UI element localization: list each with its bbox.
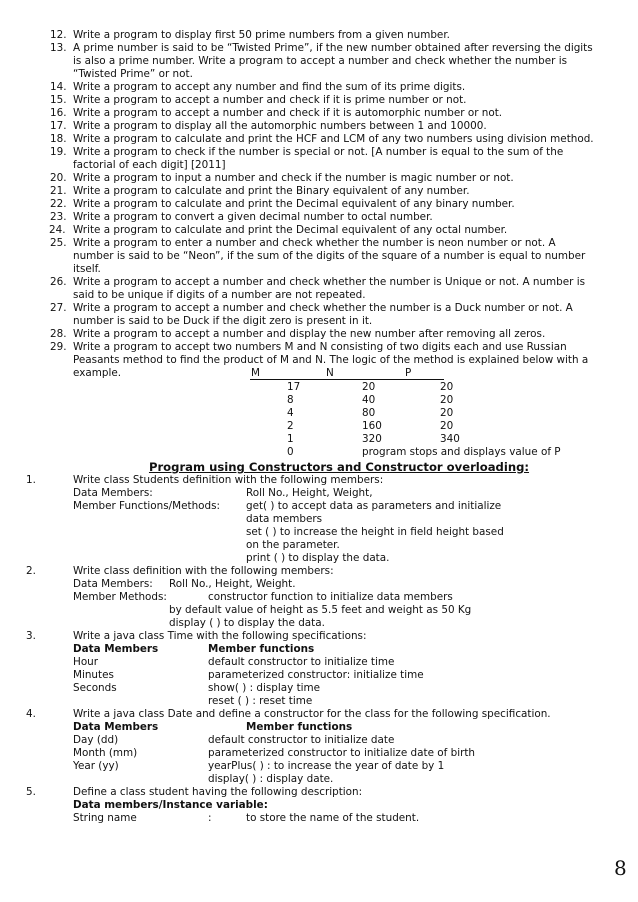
cell: show( ) : display time	[208, 682, 321, 694]
cell-p: 20	[440, 407, 454, 419]
question-14	[0, 81, 638, 94]
russian-table	[0, 381, 638, 459]
question-number: 17.	[50, 120, 67, 132]
question-number: 15.	[50, 94, 67, 106]
question-12	[0, 29, 638, 42]
table-row	[0, 734, 638, 747]
question-20	[0, 172, 638, 185]
cell-m: 2	[287, 420, 294, 432]
question-text: Write a program to check if the number is special or not. [A number is equal to the sum of the factorial of each digit] [2011]	[73, 146, 564, 171]
cell-p: 20	[440, 420, 454, 432]
cell: Day (dd)	[73, 734, 119, 746]
document-page	[0, 29, 638, 825]
c1-methods	[0, 500, 638, 513]
cell: parameterized constructor: initialize time	[208, 669, 424, 681]
col-header-n: N	[326, 367, 334, 379]
cell-m: 4	[287, 407, 294, 419]
cell: Month (mm)	[73, 747, 138, 759]
cell-p: 340	[440, 433, 460, 445]
question-number: 4.	[26, 708, 36, 720]
question-text: Write a program to accept a number and check if it is automorphic number or not.	[73, 107, 503, 119]
value: set ( ) to increase the height in field height based	[246, 526, 504, 538]
constructor-question-2	[0, 565, 638, 578]
question-number: 16.	[50, 107, 67, 119]
question-number: 25.	[50, 237, 67, 249]
value: print ( ) to display the data.	[246, 552, 390, 564]
constructor-question-1	[0, 474, 638, 487]
question-22	[0, 198, 638, 211]
table-row	[0, 812, 638, 825]
question-text: Write a program to accept a number and check whether the number is Unique or not. A number is said to be unique if digits of a number are not repeated.	[73, 276, 586, 301]
label: Member Methods:	[73, 591, 167, 603]
question-25	[0, 237, 638, 276]
label: Member Functions/Methods:	[73, 500, 221, 512]
question-16	[0, 107, 638, 120]
table-row	[0, 420, 638, 433]
question-text: Write a java class Date and define a constructor for the class for the following specification.	[73, 708, 551, 720]
question-number: 26.	[50, 276, 67, 288]
question-28	[0, 328, 638, 341]
cell: display( ) : display date.	[208, 773, 334, 785]
cell-n: 20	[362, 381, 376, 393]
table-row	[0, 381, 638, 394]
constructor-question-4	[0, 708, 638, 721]
question-21	[0, 185, 638, 198]
question-number: 14.	[50, 81, 67, 93]
label: Data Members:	[73, 578, 153, 590]
cell: Seconds	[73, 682, 117, 694]
table-row	[0, 682, 638, 695]
question-text: Define a class student having the following description:	[73, 786, 363, 798]
cell-n: 80	[362, 407, 376, 419]
question-18	[0, 133, 638, 146]
col-header: Data Members	[73, 721, 159, 733]
table-row	[0, 433, 638, 446]
question-text: Write a program to display all the automorphic numbers between 1 and 10000.	[73, 120, 487, 132]
question-text: Write a program to calculate and print the Decimal equivalent of any octal number.	[73, 224, 508, 236]
table-row	[0, 446, 638, 459]
table-row	[0, 760, 638, 773]
question-24	[0, 224, 638, 237]
question-text: Write a program to calculate and print the HCF and LCM of any two numbers using division method.	[73, 133, 594, 145]
c5-subheading	[0, 799, 638, 812]
col-header-p: P	[405, 367, 412, 379]
cell: String name	[73, 812, 137, 824]
question-23	[0, 211, 638, 224]
col-header: Member functions	[208, 643, 315, 655]
question-number: 27.	[50, 302, 67, 314]
question-text: Write a program to input a number and check if the number is magic number or not.	[73, 172, 514, 184]
table-row	[0, 656, 638, 669]
value: by default value of height as 5.5 feet and weight as 50 Kg	[169, 604, 472, 616]
question-29	[0, 341, 638, 380]
subheading: Data members/Instance variable:	[73, 799, 268, 811]
question-number: 21.	[50, 185, 67, 197]
table-row	[0, 394, 638, 407]
question-text: Write a java class Time with the following specifications:	[73, 630, 367, 642]
question-text: Write a program to accept a number and check if it is prime number or not.	[73, 94, 467, 106]
question-text: Write a program to display first 50 prime numbers from a given number.	[73, 29, 450, 41]
question-text: Write a program to calculate and print the Decimal equivalent of any binary number.	[73, 198, 515, 210]
question-text: Write a program to accept any number and find the sum of its prime digits.	[73, 81, 466, 93]
c2-data-members	[0, 578, 638, 591]
question-text: A prime number is said to be “Twisted Prime”, if the new number obtained after reversing the digits is also a prime number. Write a program to accept a number and check whether the number is “Twisted Prime” or not.	[73, 42, 593, 80]
question-text: Write a program to accept a number and check whether the number is a Duck number or not. A number is said to be Duck if the digit zero is present in it.	[73, 302, 573, 327]
table-row	[0, 773, 638, 786]
c2-methods-line	[0, 604, 638, 617]
table-row	[0, 747, 638, 760]
cell: yearPlus( ) : to increase the year of date by 1	[208, 760, 445, 772]
c1-methods-line	[0, 552, 638, 565]
c1-methods-line	[0, 526, 638, 539]
section-title: Program using Constructors and Constructor overloading:	[148, 460, 530, 474]
c1-methods-line	[0, 513, 638, 526]
question-17	[0, 120, 638, 133]
cell: default constructor to initialize date	[208, 734, 395, 746]
cell: parameterized constructor to initialize date of birth	[208, 747, 476, 759]
value: on the parameter.	[246, 539, 340, 551]
cell-m: 0	[287, 446, 294, 458]
cell-m: 8	[287, 394, 294, 406]
question-text: Write a program to accept a number and display the new number after removing all zeros.	[73, 328, 546, 340]
constructor-question-3	[0, 630, 638, 643]
c2-methods-line	[0, 617, 638, 630]
cell-m: 17	[287, 381, 301, 393]
value: Roll No., Height, Weight.	[169, 578, 296, 590]
question-number: 13.	[50, 42, 67, 54]
question-number: 22.	[50, 198, 67, 210]
c4-header	[0, 721, 638, 734]
cell-p: 20	[440, 381, 454, 393]
question-text: Write a program to convert a given decimal number to octal number.	[73, 211, 433, 223]
question-text: Write a program to enter a number and check whether the number is neon number or not. A number is said to be “Neon”, if the sum of the digits of the square of a number is equal to number itself.	[73, 237, 586, 275]
cell: :	[208, 812, 212, 824]
cell-p: 20	[440, 394, 454, 406]
cell-m: 1	[287, 433, 294, 445]
cell: Hour	[73, 656, 99, 668]
table-row	[0, 407, 638, 420]
c3-header	[0, 643, 638, 656]
col-header-m: M	[251, 367, 260, 379]
question-number: 2.	[26, 565, 36, 577]
cell: Year (yy)	[73, 760, 119, 772]
question-19	[0, 146, 638, 172]
cell-n: 40	[362, 394, 376, 406]
question-text: Write a program to calculate and print the Binary equivalent of any number.	[73, 185, 470, 197]
cell: default constructor to initialize time	[208, 656, 395, 668]
question-text: Write class definition with the following members:	[73, 565, 334, 577]
constructor-question-5	[0, 786, 638, 799]
question-15	[0, 94, 638, 107]
question-number: 5.	[26, 786, 36, 798]
question-27	[0, 302, 638, 328]
col-header: Member functions	[246, 721, 353, 733]
table-row	[0, 669, 638, 682]
question-number: 1.	[26, 474, 36, 486]
header-underline	[250, 379, 444, 380]
c2-methods	[0, 591, 638, 604]
table-row	[0, 695, 638, 708]
question-text: Write a program to accept two numbers M and N consisting of two digits each and use Russian Peasants method to find the product of M and N. The logic of the method is explained below with a example.	[73, 341, 589, 379]
cell-n: 320	[362, 433, 382, 445]
question-number: 29.	[50, 341, 67, 353]
question-number: 18.	[50, 133, 67, 145]
question-number: 12.	[50, 29, 67, 41]
question-number: 19.	[50, 146, 67, 158]
value: data members	[246, 513, 323, 525]
page-number: 8	[614, 856, 627, 880]
value: constructor function to initialize data members	[208, 591, 453, 603]
cell-n: program stops and displays value of P	[362, 446, 561, 458]
question-number: 20.	[50, 172, 67, 184]
c1-methods-line	[0, 539, 638, 552]
value: Roll No., Height, Weight,	[246, 487, 373, 499]
question-number: 24.	[49, 224, 66, 236]
value: display ( ) to display the data.	[169, 617, 325, 629]
question-text: Write class Students definition with the following members:	[73, 474, 384, 486]
label: Data Members:	[73, 487, 153, 499]
cell-n: 160	[362, 420, 382, 432]
value: get( ) to accept data as parameters and initialize	[246, 500, 502, 512]
c1-data-members	[0, 487, 638, 500]
question-13	[0, 42, 638, 81]
russian-table-header	[0, 367, 638, 381]
question-number: 3.	[26, 630, 36, 642]
question-26	[0, 276, 638, 302]
cell: reset ( ) : reset time	[208, 695, 313, 707]
cell: Minutes	[73, 669, 114, 681]
cell: to store the name of the student.	[246, 812, 420, 824]
col-header: Data Members	[73, 643, 159, 655]
question-number: 28.	[50, 328, 67, 340]
question-number: 23.	[50, 211, 67, 223]
